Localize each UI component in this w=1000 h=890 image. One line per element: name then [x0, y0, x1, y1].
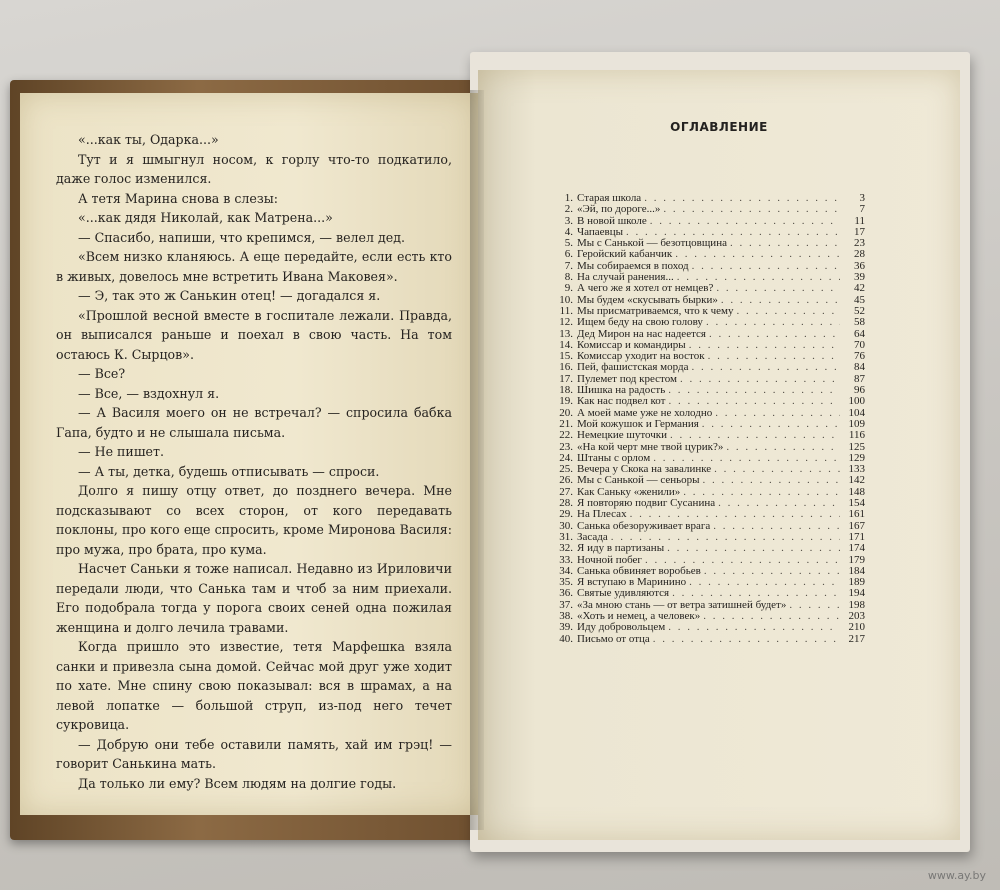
toc-leader-dots: [703, 611, 840, 622]
toc-chapter-title: На Плесах: [577, 509, 627, 521]
toc-number: 22.: [559, 430, 573, 442]
toc-chapter-title: Комиссар и командиры: [577, 339, 686, 351]
toc-row: [553, 543, 865, 554]
toc-leader-dots: [689, 577, 840, 588]
toc-page-number: 23: [854, 238, 865, 250]
toc-number: 21.: [559, 418, 573, 430]
toc-row: [553, 329, 865, 340]
toc-chapter-title: Пулемет под крестом: [577, 373, 677, 385]
prose-paragraph: — Добрую они тебе оставили память, хай им грэц! — говорит Санькина мать.: [56, 736, 452, 771]
toc-row: [553, 351, 865, 362]
toc-row: [553, 216, 865, 227]
toc-page-number: 154: [848, 498, 865, 510]
toc-number: 12.: [559, 317, 573, 329]
toc-page-number: 11: [854, 215, 865, 227]
toc-page-number: 148: [848, 486, 865, 498]
toc-title: ОГЛАВЛЕНИЕ: [670, 120, 768, 134]
toc-page-number: 36: [854, 260, 865, 272]
prose-paragraph: — А Василя моего он не встречал? — спросила бабка Гапа, будто и не слышала письма.: [56, 405, 452, 440]
toc-leader-dots: [726, 442, 840, 453]
toc-number: 2.: [564, 204, 573, 216]
toc-page-number: 96: [854, 385, 865, 397]
toc-number: 5.: [564, 238, 573, 250]
toc-page-number: 194: [848, 588, 865, 600]
toc-page-number: 3: [859, 193, 865, 204]
toc-number: 31.: [559, 531, 573, 543]
toc-number: 24.: [559, 452, 573, 464]
toc-leader-dots: [692, 261, 840, 272]
toc-row: [553, 498, 865, 509]
toc-chapter-title: Мы будем «скусывать бырки»: [577, 294, 718, 306]
toc-number: 20.: [559, 407, 573, 419]
toc-row: [553, 588, 865, 599]
toc-number: 7.: [564, 260, 573, 272]
toc-chapter-title: Геройский кабанчик: [577, 249, 673, 261]
toc-number: 9.: [564, 283, 573, 295]
prose-paragraph: «Прошлой весной вместе в госпитале лежали. Правда, он выписался раньше и поехал в свою часть. На том остаюсь К. Сырцов».: [56, 307, 452, 362]
toc-chapter-title: Как Саньку «женили»: [577, 486, 681, 498]
toc-number: 10.: [559, 294, 573, 306]
toc-page-number: 87: [854, 373, 865, 385]
toc-leader-dots: [737, 306, 840, 317]
toc-number: 27.: [559, 486, 573, 498]
left-page-prose: [56, 130, 452, 793]
toc-page-number: 39: [854, 272, 865, 284]
toc-row: [553, 509, 865, 520]
toc-row: [553, 408, 865, 419]
toc-page-number: 167: [848, 520, 865, 532]
toc-page-number: 171: [848, 531, 865, 543]
toc-page-number: 42: [854, 283, 865, 295]
toc-page-number: 125: [848, 441, 865, 453]
toc-number: 37.: [559, 599, 573, 611]
toc-row: [553, 396, 865, 407]
toc-chapter-title: Ночной побег: [577, 554, 642, 566]
toc-page-number: 84: [854, 362, 865, 374]
toc-leader-dots: [680, 374, 840, 385]
toc-row: [553, 475, 865, 486]
toc-leader-dots: [653, 634, 840, 645]
prose-paragraph: Тут и я шмыгнул носом, к горлу что-то подкатило, даже голос изменился.: [56, 151, 452, 186]
toc-chapter-title: Письмо от отца: [577, 633, 650, 645]
toc-row: [553, 430, 865, 441]
toc-row: [553, 272, 865, 283]
toc-row: [553, 193, 865, 204]
toc-leader-dots: [789, 600, 840, 611]
toc-row: [553, 340, 865, 351]
toc-number: 1.: [564, 193, 573, 204]
toc-leader-dots: [702, 419, 840, 430]
prose-paragraph: Да только ли ему? Всем людям на долгие годы.: [78, 775, 397, 791]
toc-number: 32.: [559, 543, 573, 555]
toc-row: [553, 487, 865, 498]
toc-number: 3.: [564, 215, 573, 227]
toc-row: [553, 577, 865, 588]
toc-number: 25.: [559, 464, 573, 476]
toc-leader-dots: [714, 464, 840, 475]
toc-number: 29.: [559, 509, 573, 521]
prose-paragraph: Когда пришло это известие, тетя Марфешка взяла санки и привезла сына домой. Сейчас мой друг уже ходит по хате. Мне спину свою показывал: вся в шрамах, а на левой лопатке — большой струп, из-под него течет сукровица.: [56, 639, 452, 732]
toc-page-number: 17: [854, 226, 865, 238]
toc-page-number: 109: [848, 418, 865, 430]
toc-row: [553, 634, 865, 645]
toc-leader-dots: [713, 521, 840, 532]
toc-page-number: 133: [848, 464, 865, 476]
toc-page-number: 217: [848, 633, 865, 645]
toc-chapter-title: Шишка на радость: [577, 385, 666, 397]
prose-paragraph: — Все, — вздохнул я.: [78, 385, 220, 401]
toc-chapter-title: «Хоть и немец, а человек»: [577, 610, 701, 622]
toc-page-number: 142: [848, 475, 865, 487]
toc-number: 23.: [559, 441, 573, 453]
toc-number: 8.: [564, 272, 573, 284]
toc-chapter-title: Как нас подвел кот: [577, 396, 666, 408]
toc-page-number: 116: [848, 430, 865, 442]
toc-number: 15.: [559, 351, 573, 363]
toc-leader-dots: [611, 532, 840, 543]
toc-leader-dots: [626, 227, 840, 238]
toc-page-number: 189: [848, 577, 865, 589]
toc-leader-dots: [644, 193, 840, 204]
toc-chapter-title: Пей, фашистская морда: [577, 362, 689, 374]
toc-row: [553, 283, 865, 294]
toc-row: [553, 261, 865, 272]
toc-chapter-title: «На кой черт мне твой цурик?»: [577, 441, 724, 453]
toc-page-number: 198: [848, 599, 865, 611]
toc-leader-dots: [675, 249, 840, 260]
toc-page-number: 184: [848, 565, 865, 577]
prose-paragraph: Долго я пишу отцу ответ, до позднего вечера. Мне подсказывают со всех сторон, от кого передавать поклоны, про кого еще спросить, кроме Миронова Василя: про мужа, про брата, про кума.: [56, 483, 452, 557]
toc-number: 11.: [559, 305, 573, 317]
toc-chapter-title: «За мною стань — от ветра затишней будет»: [577, 599, 787, 611]
toc-page-number: 161: [848, 509, 865, 521]
toc-chapter-title: «Эй, по дороге...»: [577, 204, 661, 216]
toc-chapter-title: Дед Мирон на нас надеется: [577, 328, 706, 340]
prose-paragraph: «Всем низко кланяюсь. А еще передайте, если есть кто в живых, довелось мне встретить Ивана Маковея».: [56, 249, 452, 284]
toc-row: [553, 227, 865, 238]
toc-number: 16.: [559, 362, 573, 374]
toc-page-number: 203: [848, 610, 865, 622]
prose-paragraph: Насчет Саньки я тоже написал. Недавно из Ириловичи передали люди, что Санька там и чтоб за ним приехали. Его подобрала тогда у порога своих сеней одна пожилая женщина и долго лечила травами.: [56, 561, 452, 635]
toc-row: [553, 374, 865, 385]
toc-chapter-title: А чего же я хотел от немцев?: [577, 283, 714, 295]
toc-chapter-title: А моей маме уже не холодно: [577, 407, 713, 419]
toc-leader-dots: [718, 498, 840, 509]
toc-chapter-title: Я повторяю подвиг Сусанина: [577, 498, 716, 510]
toc-page-number: 58: [854, 317, 865, 329]
toc-leader-dots: [667, 543, 840, 554]
toc-number: 14.: [559, 339, 573, 351]
toc-leader-dots: [716, 283, 840, 294]
toc-chapter-title: Штаны с орлом: [577, 452, 651, 464]
toc-leader-dots: [668, 385, 840, 396]
toc-row: [553, 532, 865, 543]
toc-page-number: 52: [854, 305, 865, 317]
toc-chapter-title: Немецкие шуточки: [577, 430, 668, 442]
toc-chapter-title: Я вступаю в Маринино: [577, 577, 687, 589]
toc-row: [553, 249, 865, 260]
toc-page-number: 210: [848, 622, 865, 634]
toc-number: 6.: [564, 249, 573, 261]
toc-leader-dots: [708, 351, 840, 362]
toc-leader-dots: [650, 216, 840, 227]
toc-number: 40.: [559, 633, 573, 645]
toc-row: [553, 238, 865, 249]
toc-row: [553, 385, 865, 396]
toc-leader-dots: [721, 295, 840, 306]
toc-page-number: 104: [848, 407, 865, 419]
toc-row: [553, 622, 865, 633]
toc-chapter-title: Мы присматриваемся, что к чему: [577, 305, 734, 317]
toc-row: [553, 317, 865, 328]
toc-row: [553, 306, 865, 317]
prose-paragraph: — Э, так это ж Санькин отец! — догадался я.: [78, 288, 381, 303]
toc-chapter-title: Святые удивляются: [577, 588, 670, 600]
toc-number: 19.: [559, 396, 573, 408]
prose-paragraph: А тетя Марина снова в слезы:: [78, 190, 279, 206]
toc-page-number: 100: [848, 396, 865, 408]
toc-chapter-title: Ищем беду на свою голову: [577, 317, 703, 329]
toc-chapter-title: Иду добровольцем: [577, 622, 666, 634]
toc-leader-dots: [703, 475, 840, 486]
prose-paragraph: — А ты, детка, будешь отписывать — спроси.: [78, 463, 380, 479]
prose-paragraph: — Не пишет.: [78, 444, 164, 459]
toc-row: [553, 362, 865, 373]
toc-row: [553, 295, 865, 306]
prose-paragraph: — Спасибо, напиши, что крепимся, — велел дед.: [78, 229, 405, 245]
prose-paragraph: «...как ты, Одарка...»: [78, 132, 219, 147]
watermark: www.ay.by: [927, 869, 986, 882]
toc-leader-dots: [677, 272, 840, 283]
toc-chapter-title: Вечера у Скока на завалинке: [577, 464, 712, 476]
toc-row: [553, 419, 865, 430]
toc-leader-dots: [704, 566, 840, 577]
table-of-contents: [553, 193, 865, 645]
toc-number: 33.: [559, 554, 573, 566]
toc-chapter-title: Санька обезоруживает врага: [577, 520, 711, 532]
toc-leader-dots: [645, 555, 840, 566]
toc-leader-dots: [706, 317, 840, 328]
toc-chapter-title: Мой кожушок и Германия: [577, 418, 699, 430]
toc-row: [553, 442, 865, 453]
toc-chapter-title: Я иду в партизаны: [577, 543, 665, 555]
toc-row: [553, 453, 865, 464]
toc-number: 36.: [559, 588, 573, 600]
toc-chapter-title: Санька обвиняет воробьев: [577, 565, 701, 577]
toc-row: [553, 204, 865, 215]
toc-leader-dots: [668, 622, 840, 633]
toc-row: [553, 555, 865, 566]
toc-page-number: 129: [848, 452, 865, 464]
toc-chapter-title: Чапаевцы: [577, 226, 624, 238]
toc-row: [553, 521, 865, 532]
toc-leader-dots: [663, 204, 840, 215]
book-gutter: [470, 90, 484, 830]
toc-leader-dots: [670, 430, 840, 441]
toc-number: 30.: [559, 520, 573, 532]
toc-number: 39.: [559, 622, 573, 634]
toc-page-number: 76: [854, 351, 865, 363]
toc-number: 28.: [559, 498, 573, 510]
toc-page-number: 28: [854, 249, 865, 261]
toc-page-number: 70: [854, 339, 865, 351]
toc-row: [553, 600, 865, 611]
toc-leader-dots: [709, 329, 840, 340]
toc-page-number: 174: [848, 543, 865, 555]
prose-paragraph: — Все?: [78, 366, 126, 381]
toc-chapter-title: Мы собираемся в поход: [577, 260, 689, 272]
toc-page-number: 7: [859, 204, 865, 216]
toc-number: 38.: [559, 610, 573, 622]
toc-number: 35.: [559, 577, 573, 589]
prose-paragraph: «...как дядя Николай, как Матрена...»: [78, 210, 333, 225]
toc-leader-dots: [715, 408, 840, 419]
toc-leader-dots: [672, 588, 840, 599]
toc-leader-dots: [630, 509, 840, 520]
toc-chapter-title: В новой школе: [577, 215, 647, 227]
toc-page-number: 179: [848, 554, 865, 566]
toc-row: [553, 611, 865, 622]
toc-leader-dots: [730, 238, 840, 249]
toc-leader-dots: [689, 340, 840, 351]
toc-number: 17.: [559, 373, 573, 385]
toc-number: 34.: [559, 565, 573, 577]
toc-page-number: 64: [854, 328, 865, 340]
toc-row: [553, 464, 865, 475]
toc-leader-dots: [683, 487, 840, 498]
toc-number: 26.: [559, 475, 573, 487]
toc-chapter-title: На случай ранения...: [577, 272, 674, 284]
toc-page-number: 45: [854, 294, 865, 306]
toc-chapter-title: Старая школа: [577, 193, 642, 204]
toc-number: 18.: [559, 385, 573, 397]
toc-number: 4.: [564, 226, 573, 238]
toc-chapter-title: Комиссар уходит на восток: [577, 351, 705, 363]
toc-chapter-title: Мы с Санькой — безотцовщина: [577, 238, 727, 250]
toc-leader-dots: [668, 396, 840, 407]
toc-leader-dots: [653, 453, 840, 464]
toc-number: 13.: [559, 328, 573, 340]
toc-chapter-title: Мы с Санькой — сеньоры: [577, 475, 700, 487]
toc-chapter-title: Засада: [577, 531, 608, 543]
toc-row: [553, 566, 865, 577]
toc-leader-dots: [691, 362, 840, 373]
